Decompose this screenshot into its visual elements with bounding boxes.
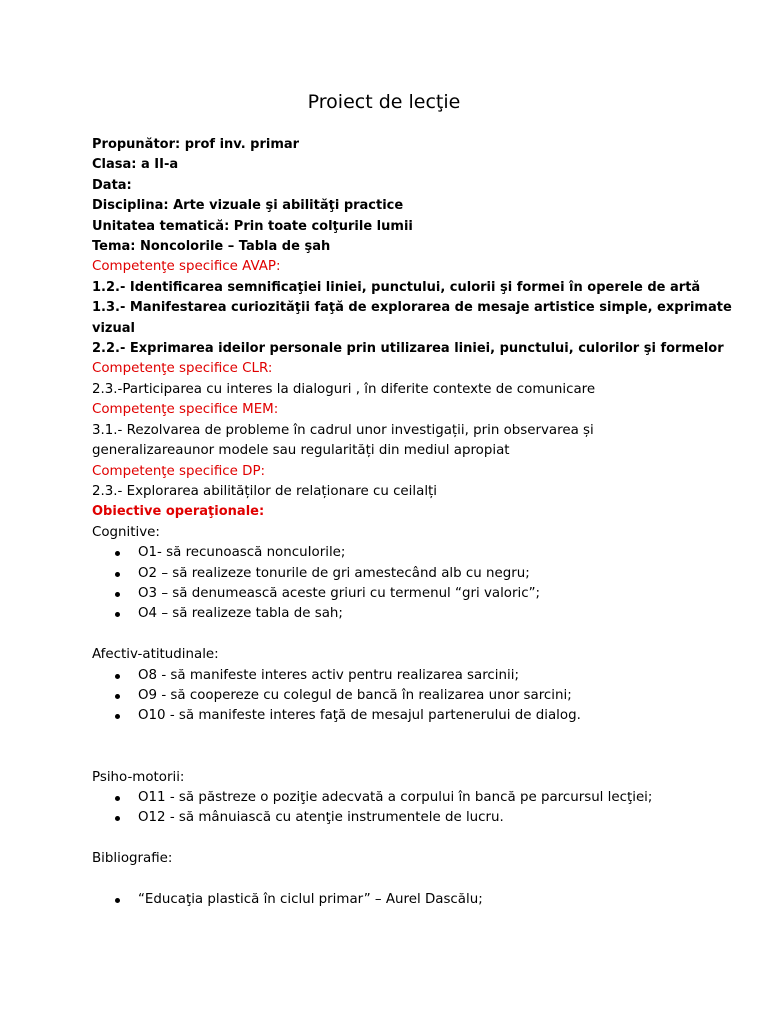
objectives-heading: Obiective operaţionale: xyxy=(92,504,265,520)
clr-heading: Competenţe specifice CLR: xyxy=(92,361,273,377)
avap-item-3: 2.2.- Exprimarea ideilor personale prin utilizarea liniei, punctului, culorilor şi formelor xyxy=(92,341,724,357)
bullet-icon xyxy=(115,592,120,597)
mem-heading: Competenţe specifice MEM: xyxy=(92,402,279,418)
mem-item-line-1: 3.1.- Rezolvarea de probleme în cadrul unor investigații, prin observarea și xyxy=(92,422,594,438)
bullet-icon xyxy=(115,572,120,577)
data-line: Data: xyxy=(92,177,132,193)
avap-item-2: 1.3.- Manifestarea curiozităţii faţă de explorarea de mesaje artistice simple, exprimate vizual xyxy=(92,300,732,336)
afectiv-label: Afectiv-atitudinale: xyxy=(92,647,219,663)
bullet-icon xyxy=(115,612,120,617)
document-title: Proiect de lecţie xyxy=(307,91,461,113)
bullet-icon xyxy=(115,694,120,699)
avap-heading: Competenţe specifice AVAP: xyxy=(92,259,281,275)
bullet-icon xyxy=(115,714,120,719)
bibliography-list xyxy=(92,890,732,910)
bullet-icon xyxy=(115,898,120,903)
unitatea-line: Unitatea tematică: Prin toate colţurile lumii xyxy=(92,218,413,234)
psiho-label: Psiho-motorii: xyxy=(92,769,185,785)
disciplina-line: Disciplina: Arte vizuale şi abilităţi practice xyxy=(92,198,404,214)
bibliography-label: Bibliografie: xyxy=(92,851,173,867)
cognitive-label: Cognitive: xyxy=(92,524,160,540)
bullet-icon xyxy=(115,674,120,679)
bullet-icon xyxy=(115,796,120,801)
cognitive-list xyxy=(92,543,732,625)
afectiv-list xyxy=(92,666,732,727)
list-item: O8 - să manifeste interes activ pentru realizarea sarcinii; xyxy=(92,666,732,686)
clr-item: 2.3.-Participarea cu interes la dialoguri , în diferite contexte de comunicare xyxy=(92,381,596,397)
clasa-line: Clasa: a II-a xyxy=(92,157,179,173)
dp-item: 2.3.- Explorarea abilităților de relaționare cu ceilalți xyxy=(92,483,438,499)
avap-item-1: 1.2.- Identificarea semnificaţiei liniei, punctului, culorii şi formei în operele de artă xyxy=(92,279,701,295)
dp-heading: Competenţe specifice DP: xyxy=(92,463,266,479)
list-item: O4 – să realizeze tabla de sah; xyxy=(92,604,732,624)
mem-item-line-2: generalizareaunor modele sau regularități din mediul apropiat xyxy=(92,443,510,459)
document-body xyxy=(92,135,732,910)
list-item: O11 - să păstreze o poziţie adecvată a corpului în bancă pe parcursul lecţiei; xyxy=(92,788,732,808)
propunator-line: Propunător: prof inv. primar xyxy=(92,137,300,152)
list-item: O2 – să realizeze tonurile de gri amestecând alb cu negru; xyxy=(92,564,732,584)
psiho-list xyxy=(92,788,732,829)
list-item: O10 - să manifeste interes faţă de mesajul partenerului de dialog. xyxy=(92,706,732,726)
list-item: O9 - să coopereze cu colegul de bancă în realizarea unor sarcini; xyxy=(92,686,732,706)
tema-line: Tema: Noncolorile – Tabla de şah xyxy=(92,239,331,255)
list-item: O12 - să mânuiască cu atenţie instrumentele de lucru. xyxy=(92,808,732,828)
bullet-icon xyxy=(115,816,120,821)
list-item: O1- să recunoască noncuIorile; xyxy=(92,543,732,563)
list-item: O3 – să denumească aceste griuri cu termenul “gri valoric”; xyxy=(92,584,732,604)
list-item: “Educaţia plastică în ciclul primar” – Aurel Dascălu; xyxy=(92,890,732,910)
bullet-icon xyxy=(115,551,120,556)
